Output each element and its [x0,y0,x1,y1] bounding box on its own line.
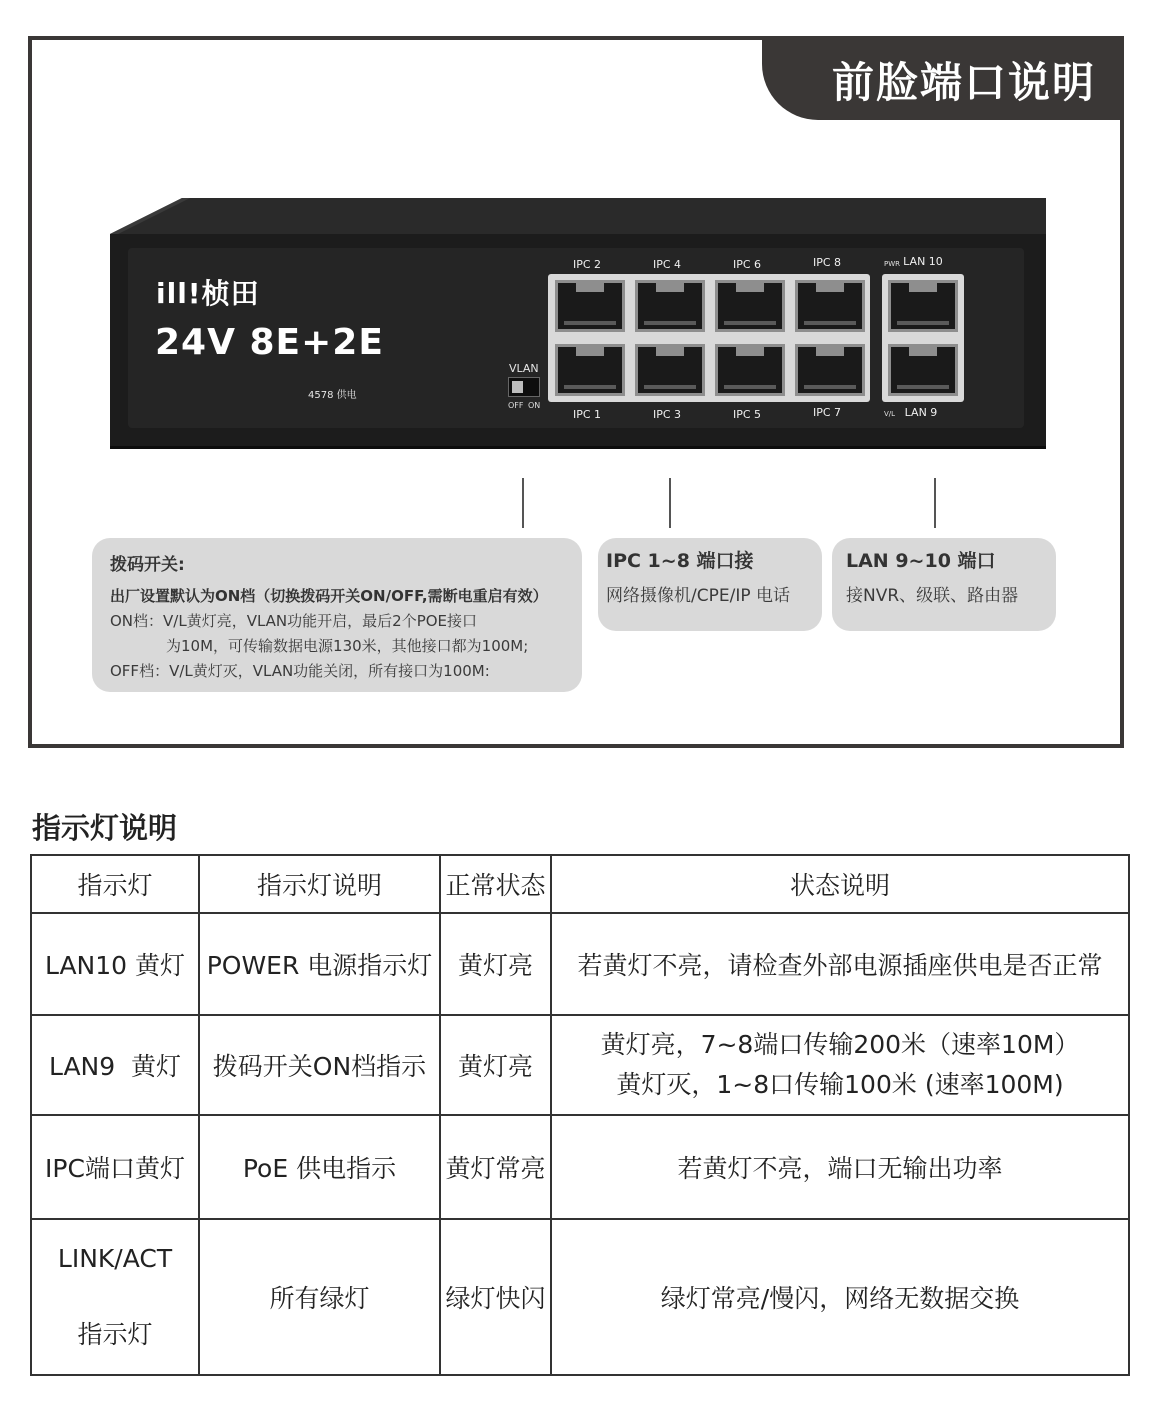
rj45-port-ipc7 [795,344,865,396]
dip-callout-line [522,478,524,528]
cell-normal-state: 黄灯常亮 [440,1115,551,1219]
cell-status-desc: 绿灯常亮/慢闪，网络无数据交换 [551,1219,1129,1375]
cell-light [31,1219,199,1375]
ipc-callout-title: IPC 1~8 端口接 [606,550,754,572]
lan-callout-line [934,478,936,528]
rj45-port-ipc5 [715,344,785,396]
dip-callout-title: 拨码开关: [110,555,185,575]
cell-normal-state: 绿灯快闪 [440,1219,551,1375]
port-label-ipc4: IPC 4 [652,258,682,271]
dip-callout-line3: OFF档：V/L黄灯灭，VLAN功能关闭，所有接口为100M: [110,662,490,680]
lan-ports-callout [832,538,1056,631]
rj45-port-ipc3 [635,344,705,396]
cell-status-desc [551,1015,1129,1115]
rj45-port-ipc4 [635,280,705,332]
vlan-label: VLAN [509,362,539,375]
lan-callout-title: LAN 9~10 端口 [846,550,996,572]
cell-light-desc: PoE 供电指示 [199,1115,440,1219]
device-model: 24V 8E+2E [155,322,384,363]
cell-normal-state: 黄灯亮 [440,913,551,1015]
cell-light-line1: LINK/ACT [57,1244,173,1273]
rj45-port-lan10 [888,280,958,332]
table-row [31,1219,1129,1375]
device-brand-logo: ill!桢田 [156,277,260,310]
dip-callout-line1: ON档：V/L黄灯亮，VLAN功能开启，最后2个POE接口 [110,612,478,630]
dip-callout-line2: 为10M，可传输数据电源130米，其他接口都为100M; [166,637,529,655]
port-label-ipc5: IPC 5 [732,408,762,421]
lan9-vl-tag: V/L [884,410,896,418]
indicator-section-title: 指示灯说明 [32,811,178,845]
cell-light: LAN10 黄灯 [31,913,199,1015]
cell-light-desc: 所有绿灯 [199,1219,440,1375]
vlan-on-label: ON [528,401,541,410]
status-line: 黄灯亮，7~8端口传输200米（速率10M） [600,1030,1080,1059]
port-label-lan9: LAN 9 [904,406,938,419]
status-line: 黄灯灭，1~8口传输100米 (速率100M) [616,1070,1064,1099]
table-row [31,1015,1129,1115]
cell-light: IPC端口黄灯 [31,1115,199,1219]
table-row [31,1115,1129,1219]
port-label-ipc1: IPC 1 [572,408,602,421]
rj45-port-ipc8 [795,280,865,332]
device-top-face [0,0,1156,260]
vlan-off-label: OFF [508,401,524,410]
port-label-ipc2: IPC 2 [572,258,602,271]
header-light: 指示灯 [31,855,199,913]
cell-light-line2: 指示灯 [77,1320,153,1349]
port-label-ipc3: IPC 3 [652,408,682,421]
cell-status-desc: 若黄灯不亮，端口无输出功率 [551,1115,1129,1219]
cell-light: LAN9 黄灯 [31,1015,199,1115]
front-panel-title: 前脸端口说明 [831,58,1096,107]
port-label-ipc6: IPC 6 [732,258,762,271]
rj45-port-ipc2 [555,280,625,332]
device-power-note: 4578 供电 [308,390,357,401]
rj45-port-ipc6 [715,280,785,332]
header-normal-state: 正常状态 [440,855,551,913]
lan-callout-desc: 接NVR、级联、路由器 [846,586,1019,606]
port-label-ipc8: IPC 8 [812,256,842,269]
dip-callout-subtitle: 出厂设置默认为ON档（切换拨码开关ON/OFF,需断电重启有效） [110,587,548,605]
dip-switch-callout [92,538,582,692]
cell-status-desc: 若黄灯不亮，请检查外部电源插座供电是否正常 [551,913,1129,1015]
rj45-port-lan9 [888,344,958,396]
cell-normal-state: 黄灯亮 [440,1015,551,1115]
port-label-lan10: LAN 10 [903,255,943,268]
ipc-callout-line [669,478,671,528]
port-label-ipc7: IPC 7 [812,406,842,419]
lan10-pwr-tag: PWR [884,260,901,268]
ipc-ports-callout [598,538,822,631]
header-light-desc: 指示灯说明 [199,855,440,913]
table-row [31,913,1129,1015]
header-status-desc: 状态说明 [551,855,1129,913]
vlan-dip-switch [508,377,540,397]
ipc-callout-desc: 网络摄像机/CPE/IP 电话 [606,586,790,606]
cell-light-desc: POWER 电源指示灯 [199,913,440,1015]
cell-light-desc: 拨码开关ON档指示 [199,1015,440,1115]
rj45-port-ipc1 [555,344,625,396]
indicator-table [30,854,1130,1376]
table-header-row [31,855,1129,913]
